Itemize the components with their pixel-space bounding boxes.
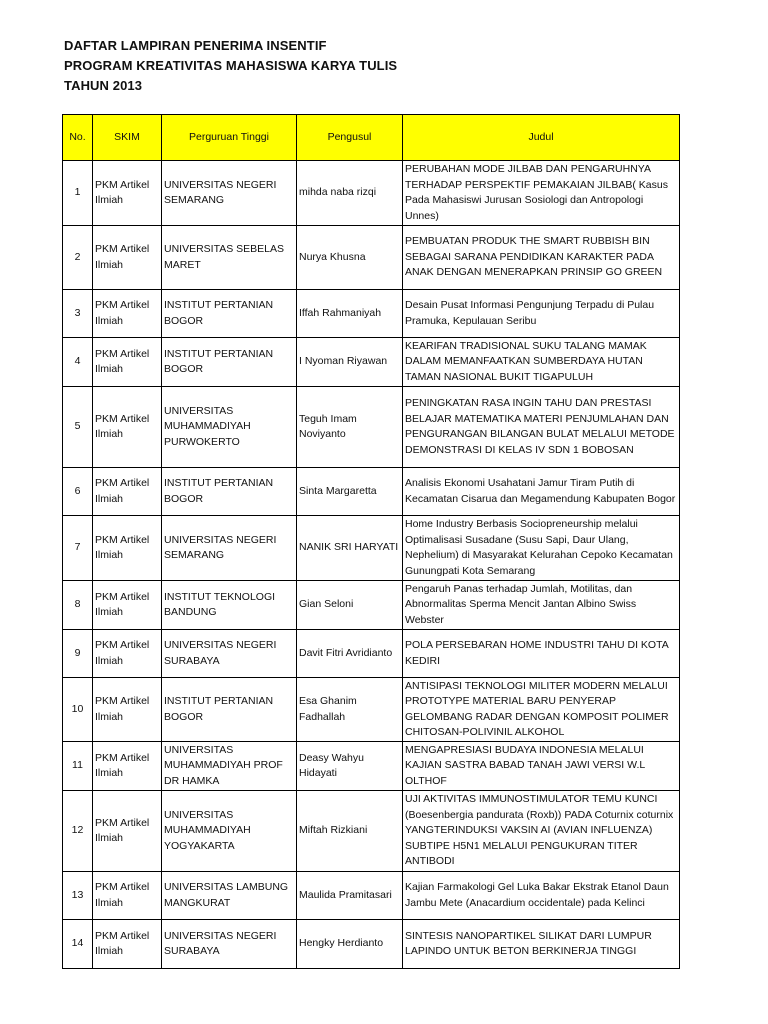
table-row (63, 226, 680, 290)
row-number: 9 (63, 630, 93, 678)
row-skim: PKM Artikel Ilmiah (93, 516, 162, 581)
row-pengusul: Sinta Margaretta (297, 468, 403, 516)
row-skim: PKM Artikel Ilmiah (93, 630, 162, 678)
row-perguruan-tinggi: UNIVERSITAS MUHAMMADIYAH PURWOKERTO (162, 387, 297, 468)
row-skim: PKM Artikel Ilmiah (93, 742, 162, 791)
row-judul: Home Industry Berbasis Sociopreneurship melalui Optimalisasi Susadane (Susu Sapi, Daur Ulang, Nephelium) di Masyarakat Kelurahan Cepoko Kecamatan Gunungpati Kota Semarang (403, 516, 680, 581)
column-header-pengusul: Pengusul (297, 115, 403, 161)
row-perguruan-tinggi: INSTITUT PERTANIAN BOGOR (162, 290, 297, 338)
row-judul: PEMBUATAN PRODUK THE SMART RUBBISH BIN SEBAGAI SARANA PENDIDIKAN KARAKTER PADA ANAK DENGAN MENERAPKAN PRINSIP GO GREEN (403, 226, 680, 290)
row-judul: POLA PERSEBARAN HOME INDUSTRI TAHU DI KOTA KEDIRI (403, 630, 680, 678)
row-perguruan-tinggi: UNIVERSITAS NEGERI SEMARANG (162, 161, 297, 226)
column-header-judul: Judul (403, 115, 680, 161)
document-heading (64, 36, 664, 96)
table-row (63, 161, 680, 226)
row-perguruan-tinggi: UNIVERSITAS MUHAMMADIYAH YOGYAKARTA (162, 791, 297, 872)
row-number: 10 (63, 678, 93, 742)
row-perguruan-tinggi: UNIVERSITAS NEGERI SEMARANG (162, 516, 297, 581)
table-row (63, 338, 680, 387)
table-row (63, 516, 680, 581)
row-pengusul: NANIK SRI HARYATI (297, 516, 403, 581)
row-number: 1 (63, 161, 93, 226)
row-skim: PKM Artikel Ilmiah (93, 290, 162, 338)
row-number: 13 (63, 872, 93, 920)
column-header-perguruan-tinggi: Perguruan Tinggi (162, 115, 297, 161)
column-header-no: No. (63, 115, 93, 161)
row-perguruan-tinggi: INSTITUT PERTANIAN BOGOR (162, 468, 297, 516)
table-row (63, 791, 680, 872)
row-perguruan-tinggi: INSTITUT PERTANIAN BOGOR (162, 678, 297, 742)
row-number: 7 (63, 516, 93, 581)
row-perguruan-tinggi: UNIVERSITAS LAMBUNG MANGKURAT (162, 872, 297, 920)
row-number: 12 (63, 791, 93, 872)
row-skim: PKM Artikel Ilmiah (93, 678, 162, 742)
table-header-row (63, 115, 680, 161)
row-number: 11 (63, 742, 93, 791)
row-judul: UJI AKTIVITAS IMMUNOSTIMULATOR TEMU KUNCI (Boesenbergia pandurata (Roxb)) PADA Coturnix coturnix YANGTERINDUKSI VAKSIN AI (AVIAN INFLUENZA) SUBTIPE H5N1 MELALUI PENGUKURAN TITER ANTIBODI (403, 791, 680, 872)
row-perguruan-tinggi: INSTITUT PERTANIAN BOGOR (162, 338, 297, 387)
row-skim: PKM Artikel Ilmiah (93, 581, 162, 630)
row-skim: PKM Artikel Ilmiah (93, 338, 162, 387)
row-pengusul: Miftah Rizkiani (297, 791, 403, 872)
row-pengusul: mihda naba rizqi (297, 161, 403, 226)
row-pengusul: Iffah Rahmaniyah (297, 290, 403, 338)
column-header-skim: SKIM (93, 115, 162, 161)
row-judul: MENGAPRESIASI BUDAYA INDONESIA MELALUI KAJIAN SASTRA BABAD TANAH JAWI VERSI W.L OLTHOF (403, 742, 680, 791)
row-skim: PKM Artikel Ilmiah (93, 161, 162, 226)
row-perguruan-tinggi: UNIVERSITAS NEGERI SURABAYA (162, 630, 297, 678)
row-pengusul: Nurya Khusna (297, 226, 403, 290)
row-pengusul: Esa Ghanim Fadhallah (297, 678, 403, 742)
row-number: 6 (63, 468, 93, 516)
row-pengusul: Maulida Pramitasari (297, 872, 403, 920)
row-pengusul: Davit Fitri Avridianto (297, 630, 403, 678)
table-row (63, 630, 680, 678)
row-pengusul: Deasy Wahyu Hidayati (297, 742, 403, 791)
heading-line-3: TAHUN 2013 (64, 78, 143, 93)
row-pengusul: Gian Seloni (297, 581, 403, 630)
row-skim: PKM Artikel Ilmiah (93, 920, 162, 969)
row-skim: PKM Artikel Ilmiah (93, 226, 162, 290)
table-row (63, 468, 680, 516)
table-row (63, 920, 680, 969)
table-row (63, 742, 680, 791)
row-perguruan-tinggi: UNIVERSITAS NEGERI SURABAYA (162, 920, 297, 969)
row-judul: Desain Pusat Informasi Pengunjung Terpadu di Pulau Pramuka, Kepulauan Seribu (403, 290, 680, 338)
row-judul: SINTESIS NANOPARTIKEL SILIKAT DARI LUMPUR LAPINDO UNTUK BETON BERKINERJA TINGGI (403, 920, 680, 969)
row-skim: PKM Artikel Ilmiah (93, 468, 162, 516)
row-number: 5 (63, 387, 93, 468)
row-judul: KEARIFAN TRADISIONAL SUKU TALANG MAMAK DALAM MEMANFAATKAN SUMBERDAYA HUTAN TAMAN NASIONAL BUKIT TIGAPULUH (403, 338, 680, 387)
row-judul: PERUBAHAN MODE JILBAB DAN PENGARUHNYA TERHADAP PERSPEKTIF PEMAKAIAN JILBAB( Kasus Pada Mahasiswi Jurusan Sosiologi dan Antropologi Unnes) (403, 161, 680, 226)
row-skim: PKM Artikel Ilmiah (93, 872, 162, 920)
row-judul: Kajian Farmakologi Gel Luka Bakar Ekstrak Etanol Daun Jambu Mete (Anacardium occidentale) pada Kelinci (403, 872, 680, 920)
table-row (63, 872, 680, 920)
row-pengusul: Teguh Imam Noviyanto (297, 387, 403, 468)
row-judul: Analisis Ekonomi Usahatani Jamur Tiram Putih di Kecamatan Cisarua dan Megamendung Kabupaten Bogor (403, 468, 680, 516)
table-row (63, 678, 680, 742)
row-skim: PKM Artikel Ilmiah (93, 387, 162, 468)
table-row (63, 290, 680, 338)
row-number: 2 (63, 226, 93, 290)
heading-line-2: PROGRAM KREATIVITAS MAHASISWA KARYA TULIS (64, 58, 398, 73)
recipients-table (62, 114, 680, 969)
table-row (63, 387, 680, 468)
row-number: 4 (63, 338, 93, 387)
row-judul: PENINGKATAN RASA INGIN TAHU DAN PRESTASI BELAJAR MATEMATIKA MATERI PENJUMLAHAN DAN PENGURANGAN BILANGAN BULAT MELALUI METODE DEMONSTRASI DI KELAS IV SDN 1 BOBOSAN (403, 387, 680, 468)
table-body (63, 161, 680, 969)
row-number: 8 (63, 581, 93, 630)
heading-line-1: DAFTAR LAMPIRAN PENERIMA INSENTIF (64, 38, 327, 53)
row-perguruan-tinggi: UNIVERSITAS MUHAMMADIYAH PROF DR HAMKA (162, 742, 297, 791)
row-judul: ANTISIPASI TEKNOLOGI MILITER MODERN MELALUI PROTOTYPE MATERIAL BARU PENYERAP GELOMBANG RADAR DENGAN KOMPOSIT POLIMER CHITOSAN-POLIVINIL ALKOHOL (403, 678, 680, 742)
row-number: 14 (63, 920, 93, 969)
row-number: 3 (63, 290, 93, 338)
row-perguruan-tinggi: INSTITUT TEKNOLOGI BANDUNG (162, 581, 297, 630)
row-pengusul: I Nyoman Riyawan (297, 338, 403, 387)
table-row (63, 581, 680, 630)
row-pengusul: Hengky Herdianto (297, 920, 403, 969)
row-skim: PKM Artikel Ilmiah (93, 791, 162, 872)
row-judul: Pengaruh Panas terhadap Jumlah, Motilitas, dan Abnormalitas Sperma Mencit Jantan Albino Swiss Webster (403, 581, 680, 630)
row-perguruan-tinggi: UNIVERSITAS SEBELAS MARET (162, 226, 297, 290)
